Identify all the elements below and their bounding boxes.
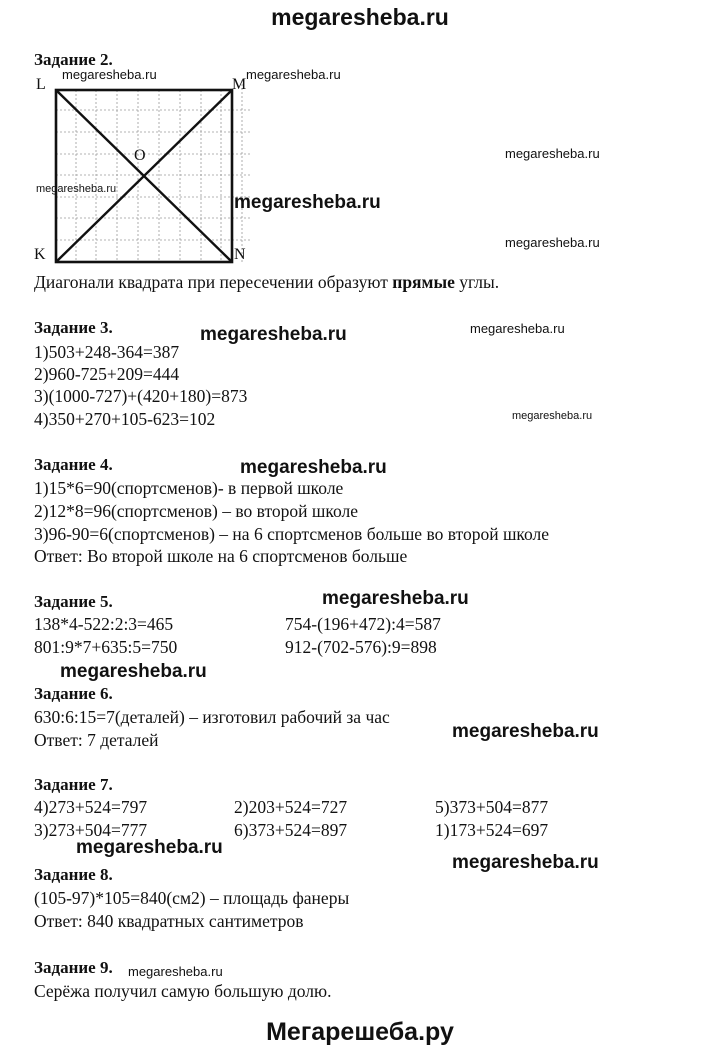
task9-heading: Задание 9.: [34, 958, 113, 977]
watermark: megaresheba.ru: [512, 410, 593, 422]
point-label-n: N: [234, 246, 246, 263]
task7-row1-col2: 2)203+524=727: [234, 797, 348, 817]
watermark: megaresheba.ru: [505, 146, 600, 161]
task3-heading: Задание 3.: [34, 318, 113, 337]
task8-answer: Ответ: 840 квадратных сантиметров: [34, 911, 304, 931]
task4-answer: Ответ: Во второй школе на 6 спортсменов больше: [34, 546, 408, 566]
watermark: megaresheba.ru: [505, 235, 600, 250]
watermark: megaresheba.ru: [470, 321, 565, 336]
watermark: megaresheba.ru: [36, 183, 117, 195]
task5-left-2: 801:9*7+635:5=750: [34, 637, 178, 657]
task4-line-2: 2)12*8=96(спортсменов) – во второй школе: [34, 501, 358, 521]
task3-line-3: 3)(1000-727)+(420+180)=873: [34, 386, 248, 406]
task7-row2-col1: 3)273+504=777: [34, 820, 148, 840]
task4-line-1: 1)15*6=90(спортсменов)- в первой школе: [34, 478, 344, 498]
point-label-k: K: [34, 246, 46, 263]
task3-line-4: 4)350+270+105-623=102: [34, 409, 216, 429]
watermark: megaresheba.ru: [60, 661, 207, 682]
task4-heading: Задание 4.: [34, 455, 113, 474]
watermark: megaresheba.ru: [452, 721, 599, 742]
point-label-l: L: [36, 76, 46, 93]
task5-heading: Задание 5.: [34, 592, 113, 611]
watermark: megaresheba.ru: [246, 67, 341, 82]
watermark: megaresheba.ru: [234, 192, 381, 213]
watermark: megaresheba.ru: [200, 324, 347, 345]
task2-conclusion-bold: прямые: [392, 272, 455, 292]
task3-line-1: 1)503+248-364=387: [34, 342, 180, 362]
watermark: megaresheba.ru: [128, 964, 223, 979]
task8-line-1: (105-97)*105=840(см2) – площадь фанеры: [34, 888, 350, 908]
task6-line-1: 630:6:15=7(деталей) – изготовил рабочий за час: [34, 707, 390, 727]
point-label-o: O: [134, 147, 146, 164]
watermark: megaresheba.ru: [322, 588, 469, 609]
task4-line-3: 3)96-90=6(спортсменов) – на 6 спортсменов больше во второй школе: [34, 524, 550, 544]
task7-heading: Задание 7.: [34, 775, 113, 794]
task7-row1-col1: 4)273+524=797: [34, 797, 148, 817]
task9-line-1: Серёжа получил самую большую долю.: [34, 981, 332, 1001]
watermark: megaresheba.ru: [76, 837, 223, 858]
site-title-top: megaresheba.ru: [271, 4, 449, 30]
watermark: megaresheba.ru: [62, 67, 157, 82]
task7-row1-col3: 5)373+504=877: [435, 797, 549, 817]
task2-conclusion-after: углы.: [454, 272, 500, 292]
task7-row2-col2: 6)373+524=897: [234, 820, 348, 840]
task2-conclusion-before: Диагонали квадрата при пересечении образуют: [34, 272, 393, 292]
task5-right-1: 754-(196+472):4=587: [285, 614, 441, 634]
task2-conclusion: [34, 272, 499, 293]
task5-left-1: 138*4-522:2:3=465: [34, 614, 174, 634]
task8-heading: Задание 8.: [34, 865, 113, 884]
task7-row2-col3: 1)173+524=697: [435, 820, 549, 840]
task6-heading: Задание 6.: [34, 684, 113, 703]
watermark: megaresheba.ru: [452, 852, 599, 873]
task5-right-2: 912-(702-576):9=898: [285, 637, 437, 657]
watermark: megaresheba.ru: [240, 457, 387, 478]
task2-heading: Задание 2.: [34, 50, 113, 69]
square-diagram: [0, 0, 720, 300]
task3-line-2: 2)960-725+209=444: [34, 364, 180, 384]
point-label-m: M: [232, 76, 247, 93]
task6-answer: Ответ: 7 деталей: [34, 730, 159, 750]
site-title-bottom: Мегарешеба.ру: [266, 1018, 454, 1046]
